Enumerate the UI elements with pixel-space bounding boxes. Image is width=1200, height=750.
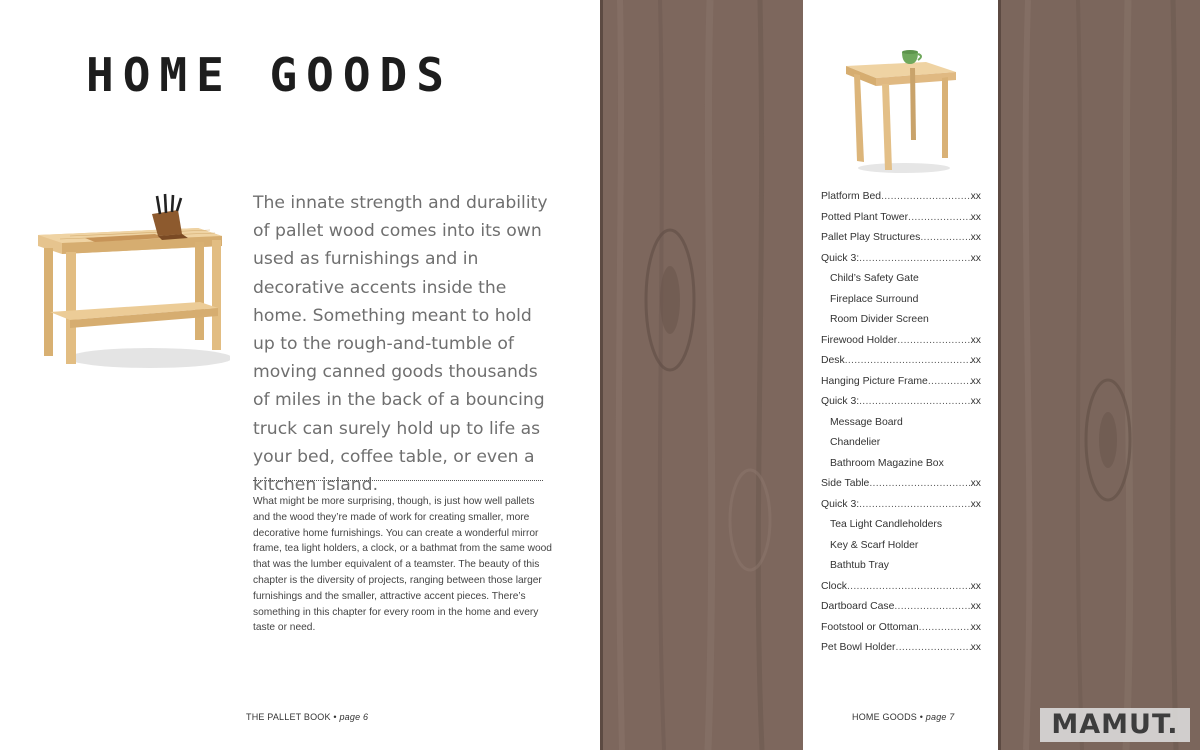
toc-page-number: xx — [970, 191, 981, 202]
toc-item-label: Bathroom Magazine Box — [830, 457, 944, 469]
toc-subitem — [821, 537, 981, 558]
toc-leader-dots — [859, 496, 970, 517]
lead-paragraph: The innate strength and durability of pallet wood comes into its own used as furnishings and in decorative accents inside the home. Something meant to hold up to the rough-and-tumble of moving canned goods thousands of miles in the back of a bouncing truck can surely hold up to life as your bed, coffee table, or even a kitchen island. — [253, 193, 548, 496]
toc-item — [821, 619, 981, 640]
toc-leader-dots — [897, 332, 970, 353]
dotted-divider — [253, 480, 543, 481]
toc-item-label: Clock — [821, 580, 847, 592]
toc-leader-dots — [894, 598, 970, 619]
toc-item-label: Quick 3: — [821, 396, 860, 407]
toc-item-label: Room Divider Screen — [830, 314, 929, 325]
toc-item-label: Pallet Play Structures — [821, 232, 921, 243]
toc-page-number: xx — [970, 396, 981, 407]
toc-item-label: Child’s Safety Gate — [830, 273, 919, 284]
toc-item-label: Hanging Picture Frame — [821, 375, 928, 387]
toc-subitem — [821, 270, 981, 291]
toc-subitem — [821, 455, 981, 476]
toc-page-number: xx — [970, 211, 981, 223]
folio-right — [852, 712, 955, 722]
wood-plank-right — [998, 0, 1200, 750]
toc-subitem — [821, 414, 981, 435]
toc-page-number: xx — [970, 478, 981, 489]
toc-item-label: Bathtub Tray — [830, 560, 889, 571]
toc-leader-dots — [919, 619, 971, 640]
toc-item — [821, 578, 981, 599]
folio-separator: • — [333, 712, 337, 722]
folio-page-number: page 6 — [339, 712, 369, 722]
toc-item-label: Footstool or Ottoman — [821, 621, 919, 633]
toc-leader-dots — [908, 209, 971, 230]
toc-item-label: Fireplace Surround — [830, 293, 919, 305]
toc-item-label: Chandelier — [830, 437, 881, 448]
toc-item-label: Pet Bowl Holder — [821, 642, 896, 653]
toc-item — [821, 639, 981, 660]
mamut-watermark: MAMUT. — [1040, 708, 1190, 742]
table-of-contents — [821, 188, 981, 660]
toc-item — [821, 496, 981, 517]
toc-item-label: Firewood Holder — [821, 334, 898, 346]
toc-leader-dots — [920, 229, 970, 250]
toc-item-label: Tea Light Candleholders — [830, 519, 943, 530]
toc-subitem — [821, 291, 981, 312]
toc-leader-dots — [847, 578, 971, 599]
folio-page-number: page 7 — [925, 712, 955, 722]
toc-subitem — [821, 516, 981, 537]
toc-item — [821, 352, 981, 373]
toc-page-number: xx — [970, 232, 981, 243]
toc-leader-dots — [869, 475, 970, 496]
toc-item-label: Dartboard Case — [821, 601, 895, 612]
kitchen-island-photo — [30, 190, 230, 380]
toc-item — [821, 393, 981, 414]
toc-item-label: Side Table — [821, 478, 870, 489]
folio-chapter-title: HOME GOODS — [852, 712, 918, 722]
toc-leader-dots — [896, 639, 971, 660]
toc-item-label: Potted Plant Tower — [821, 211, 909, 223]
toc-page-number: xx — [970, 334, 981, 346]
body-paragraph: What might be more surprising, though, is just how well pallets and the wood they’re made of work for creating smaller, more decorative home furnishings. You can create a wonderful mirror frame, tea light holders, a clock, or a bathmat from the same wood that was the lumber equivalent of a teamster. The beauty of this chapter is the diversity of projects, ranging between those larger furnishings and the smaller, attractive accent pieces. There’s something in this chapter for every room in the home and every taste or need. — [253, 496, 552, 634]
toc-item — [821, 475, 981, 496]
toc-page-number: xx — [970, 375, 981, 387]
toc-item — [821, 250, 981, 271]
side-table-photo — [842, 44, 962, 174]
toc-leader-dots — [859, 250, 970, 271]
toc-item — [821, 598, 981, 619]
toc-leader-dots — [881, 188, 971, 209]
toc-page-number: xx — [970, 601, 981, 612]
toc-item — [821, 209, 981, 230]
toc-item-label: Quick 3: — [821, 252, 860, 264]
toc-page-number: xx — [970, 498, 981, 510]
toc-leader-dots — [859, 393, 970, 414]
toc-item-label: Desk — [821, 355, 845, 366]
toc-item — [821, 188, 981, 209]
toc-page-number: xx — [970, 252, 981, 264]
wood-plank-left — [600, 0, 803, 750]
toc-page-number: xx — [970, 642, 981, 653]
toc-item — [821, 332, 981, 353]
folio-left — [246, 712, 368, 722]
chapter-title: HOME GOODS — [86, 48, 453, 102]
folio-book-title: THE PALLET BOOK — [246, 712, 331, 722]
toc-subitem — [821, 557, 981, 578]
toc-leader-dots — [845, 352, 971, 373]
toc-item-label: Key & Scarf Holder — [830, 539, 919, 551]
toc-page-number: xx — [970, 355, 981, 366]
toc-subitem — [821, 434, 981, 455]
toc-page-number: xx — [970, 621, 981, 633]
toc-page-number: xx — [970, 580, 981, 592]
toc-subitem — [821, 311, 981, 332]
toc-item-label: Quick 3: — [821, 498, 860, 510]
toc-item-label: Platform Bed — [821, 191, 882, 202]
toc-leader-dots — [928, 373, 971, 394]
toc-item-label: Message Board — [830, 416, 903, 428]
toc-item — [821, 373, 981, 394]
toc-item — [821, 229, 981, 250]
folio-separator: • — [919, 712, 924, 722]
